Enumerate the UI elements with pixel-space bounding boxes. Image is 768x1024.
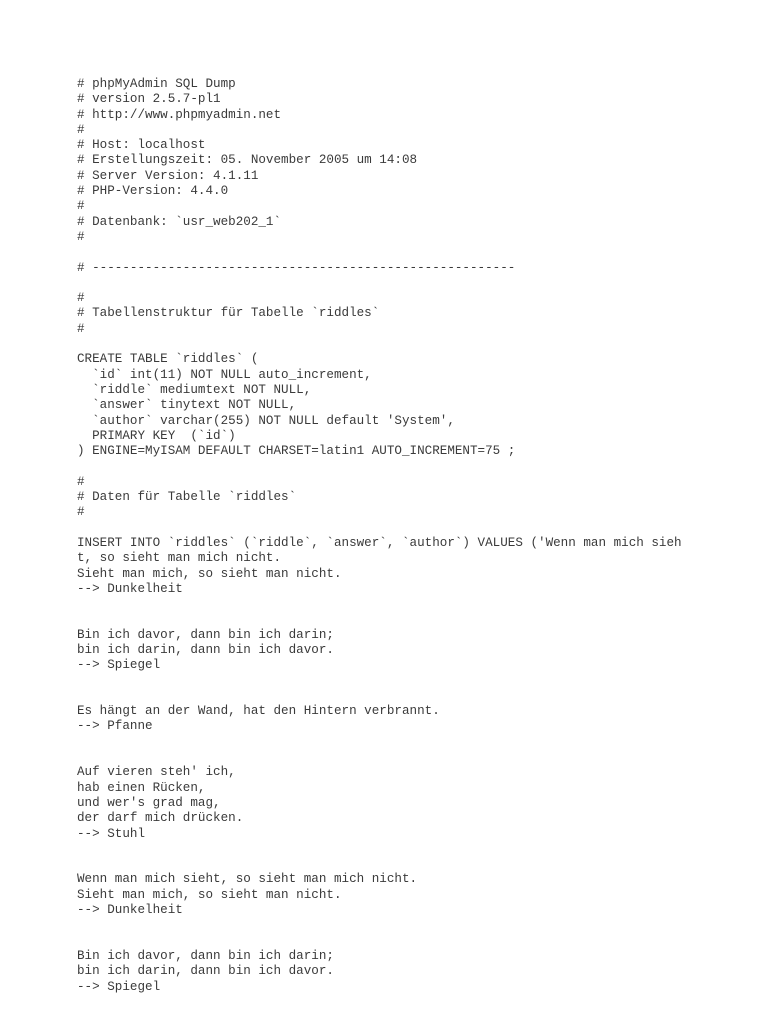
text-line: #	[77, 291, 85, 306]
text-line: # PHP-Version: 4.4.0	[77, 184, 229, 199]
text-line	[77, 934, 682, 949]
text-line: #	[77, 505, 85, 520]
text-line: `riddle` mediumtext NOT NULL,	[77, 382, 312, 397]
text-line: `answer` tinytext NOT NULL,	[77, 398, 297, 413]
text-line	[77, 612, 682, 627]
text-line: Es hängt an der Wand, hat den Hintern verbrannt.	[77, 704, 440, 719]
text-line: #	[77, 229, 85, 244]
text-line: bin ich darin, dann bin ich davor.	[77, 964, 334, 979]
text-line	[77, 689, 682, 704]
text-line	[77, 842, 682, 857]
text-line: --> Pfanne	[77, 719, 153, 734]
text-line: PRIMARY KEY (`id`)	[77, 428, 236, 443]
text-line: CREATE TABLE `riddles` (	[77, 352, 259, 367]
text-line: Auf vieren steh' ich,	[77, 765, 236, 780]
text-line: und wer's grad mag,	[77, 795, 221, 810]
text-line: # Datenbank: `usr_web202_1`	[77, 214, 282, 229]
text-line: # http://www.phpmyadmin.net	[77, 107, 282, 122]
text-line	[77, 521, 682, 536]
text-line: # phpMyAdmin SQL Dump	[77, 77, 236, 91]
text-line: # --------------------------------------------------------	[77, 260, 516, 275]
text-line: # version 2.5.7-pl1	[77, 92, 221, 107]
text-line: ) ENGINE=MyISAM DEFAULT CHARSET=latin1 AUTO_INCREMENT=75 ;	[77, 444, 516, 459]
text-line: # Tabellenstruktur für Tabelle `riddles`	[77, 306, 380, 321]
text-line: #	[77, 321, 85, 336]
text-line: Bin ich davor, dann bin ich darin;	[77, 627, 334, 642]
text-line	[77, 750, 682, 765]
text-line: hab einen Rücken,	[77, 780, 206, 795]
text-line: # Server Version: 4.1.11	[77, 168, 259, 183]
text-line: #	[77, 122, 85, 137]
text-line: `author` varchar(255) NOT NULL default 'System',	[77, 413, 455, 428]
text-line	[77, 674, 682, 689]
text-line	[77, 276, 682, 291]
text-line	[77, 597, 682, 612]
text-line: Sieht man mich, so sieht man nicht.	[77, 887, 342, 902]
text-line: # Erstellungszeit: 05. November 2005 um 14:08	[77, 153, 418, 168]
text-line: t, so sieht man mich nicht.	[77, 551, 282, 566]
text-line: --> Dunkelheit	[77, 581, 183, 596]
text-line: --> Spiegel	[77, 979, 161, 994]
text-line: --> Stuhl	[77, 826, 146, 841]
text-line: --> Dunkelheit	[77, 903, 183, 918]
text-line	[77, 337, 682, 352]
text-line: der darf mich drücken.	[77, 811, 244, 826]
text-line: --> Spiegel	[77, 658, 161, 673]
text-line: Wenn man mich sieht, so sieht man mich nicht.	[77, 872, 418, 887]
text-line	[77, 735, 682, 750]
text-line: `id` int(11) NOT NULL auto_increment,	[77, 367, 372, 382]
text-line: #	[77, 199, 85, 214]
text-line: Bin ich davor, dann bin ich darin;	[77, 948, 334, 963]
text-line: Sieht man mich, so sieht man nicht.	[77, 566, 342, 581]
text-line: #	[77, 474, 85, 489]
sql-dump-text	[77, 77, 682, 995]
text-line: # Host: localhost	[77, 138, 206, 153]
text-line	[77, 245, 682, 260]
text-line	[77, 918, 682, 933]
text-line: bin ich darin, dann bin ich davor.	[77, 642, 334, 657]
text-line	[77, 459, 682, 474]
text-line: # Daten für Tabelle `riddles`	[77, 490, 297, 505]
text-line: INSERT INTO `riddles` (`riddle`, `answer`, `author`) VALUES ('Wenn man mich sieh	[77, 535, 682, 550]
text-line	[77, 857, 682, 872]
